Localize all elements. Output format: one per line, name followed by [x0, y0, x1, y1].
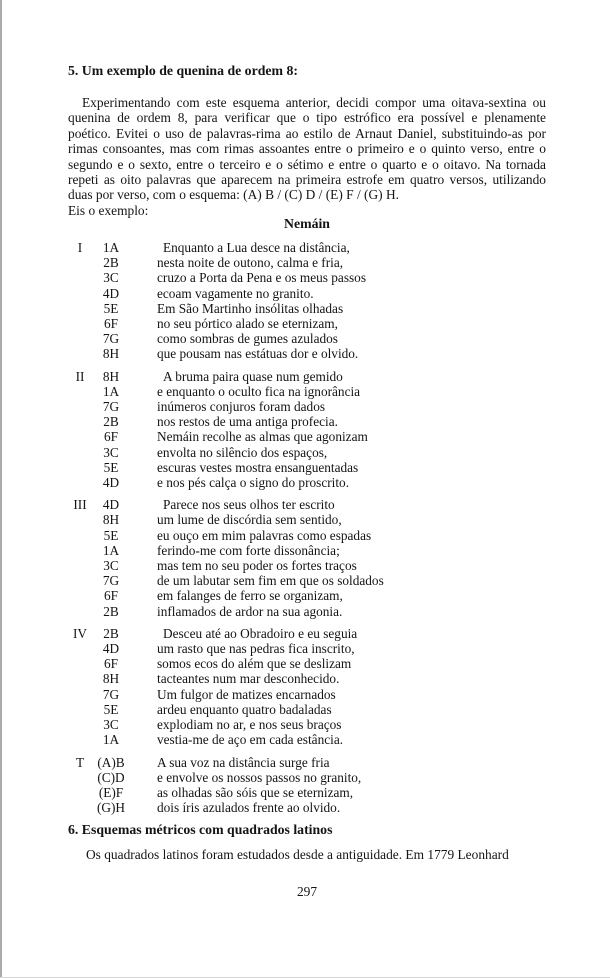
- verse-text: Parece nos seus olhos ter escrito: [163, 497, 335, 513]
- verse-label: 1A: [102, 542, 120, 558]
- verse-text: e nos pés calça o signo do proscrito.: [157, 475, 350, 491]
- stanza-numeral-empty: [68, 800, 92, 815]
- verse-label: 1A: [102, 732, 120, 748]
- stanza-4: [68, 626, 546, 748]
- verse-label: 3C: [103, 717, 119, 733]
- stanza-2: [68, 369, 546, 491]
- section6-paragraph: Os quadrados latinos foram estudados desde a antiguidade. Em 1779 Leonhard: [86, 847, 509, 862]
- example-intro: Eis o exemplo:: [68, 202, 149, 218]
- stanza-numeral-empty: [68, 656, 92, 671]
- verse-text: eu ouço em mim palavras como espadas: [157, 527, 372, 543]
- verse-row: [68, 732, 546, 747]
- verse-text: e enquanto o oculto fica na ignorância: [157, 383, 361, 399]
- verse-text: A sua voz na distância surge fria: [157, 754, 330, 770]
- verse-label: 2B: [103, 625, 119, 641]
- verse-row: [68, 512, 546, 527]
- verse-label: 7G: [102, 331, 120, 347]
- verse-row: [68, 588, 546, 603]
- stanza-numeral-empty: [68, 270, 92, 285]
- stanza-numeral-empty: [68, 331, 92, 346]
- verse-label: 3C: [103, 558, 119, 574]
- verse-row: [68, 785, 546, 800]
- verse-text: somos ecos do além que se deslizam: [157, 656, 352, 672]
- verse-label: 8H: [102, 512, 120, 528]
- verse-row: [68, 460, 546, 475]
- verse-row: [68, 671, 546, 686]
- verse-text: Nemáin recolhe as almas que agonizam: [157, 429, 368, 445]
- verse-row: [68, 702, 546, 717]
- stanza-numeral-empty: [68, 641, 92, 656]
- verse-text: mas tem no seu poder os fortes traços: [157, 558, 357, 574]
- verse-label: 6F: [103, 656, 119, 672]
- verse-text: que pousam nas estátuas dor e olvido.: [157, 346, 359, 362]
- stanza-3: [68, 497, 546, 619]
- verse-row: [68, 429, 546, 444]
- section6-heading: 6. Esquemas métricos com quadrados latinos: [68, 822, 333, 837]
- stanza-numeral-empty: [68, 512, 92, 527]
- stanza-numeral-empty: [68, 255, 92, 270]
- verse-row: [68, 286, 546, 301]
- verse-label: 5E: [103, 459, 119, 475]
- verse-label: 3C: [103, 270, 119, 286]
- verse-label: 8H: [102, 671, 120, 687]
- stanza-numeral: III: [73, 497, 87, 513]
- verse-row: [68, 626, 546, 641]
- verse-row: [68, 573, 546, 588]
- stanza-numeral-empty: [68, 702, 92, 717]
- verse-row: [68, 255, 546, 270]
- verse-label: 8H: [102, 368, 120, 384]
- verse-row: [68, 656, 546, 671]
- verse-row: [68, 240, 546, 255]
- verse-row: [68, 475, 546, 490]
- poem: [68, 240, 546, 822]
- verse-text: Enquanto a Lua desce na distância,: [163, 240, 350, 255]
- verse-row: [68, 301, 546, 316]
- verse-text: tacteantes num mar desconhecido.: [157, 671, 340, 687]
- stanza-numeral: T: [75, 754, 85, 770]
- verse-label: 6F: [103, 588, 119, 604]
- verse-row: [68, 414, 546, 429]
- verse-row: [68, 558, 546, 573]
- verse-text: ferindo-me com forte dissonância;: [157, 542, 340, 558]
- verse-label: (A)B: [97, 754, 125, 770]
- verse-label: (E)F: [98, 784, 124, 800]
- stanza-tornada: [68, 755, 546, 816]
- scan-edge-left: [0, 0, 2, 977]
- verse-text: vestia-me de aço em cada estância.: [157, 732, 344, 748]
- verse-row: [68, 770, 546, 785]
- verse-text: Um fulgor de matizes encarnados: [157, 686, 336, 702]
- verse-text: como sombras de gumes azulados: [157, 331, 338, 347]
- stanza-numeral-empty: [68, 460, 92, 475]
- verse-row: [68, 346, 546, 361]
- verse-label: 8H: [102, 346, 120, 362]
- verse-text: inúmeros conjuros foram dados: [157, 399, 326, 415]
- stanza-numeral-empty: [68, 286, 92, 301]
- stanza-numeral-empty: [68, 475, 92, 490]
- stanza-numeral-empty: [68, 445, 92, 460]
- stanza-numeral-empty: [68, 770, 92, 785]
- page-number: 297: [296, 884, 318, 899]
- verse-row: [68, 641, 546, 656]
- verse-text: explodiam no ar, e nos seus braços: [157, 717, 342, 733]
- stanza-numeral-empty: [68, 671, 92, 686]
- poem-title: Nemáin: [284, 216, 330, 231]
- verse-label: 6F: [103, 429, 119, 445]
- verse-text: e envolve os nossos passos no granito,: [157, 769, 362, 785]
- verse-label: 5E: [103, 701, 119, 717]
- stanza-numeral-empty: [68, 785, 92, 800]
- verse-label: 7G: [102, 573, 120, 589]
- verse-text: escuras vestes mostra ensanguentadas: [157, 459, 359, 475]
- verse-text: as olhadas são sóis que se eternizam,: [157, 784, 354, 800]
- verse-row: [68, 800, 546, 815]
- stanza-1: [68, 240, 546, 362]
- verse-label: 6F: [103, 316, 119, 332]
- stanza-numeral-empty: [68, 429, 92, 444]
- verse-label: 7G: [102, 686, 120, 702]
- section5-heading: 5. Um exemplo de quenina de ordem 8:: [68, 63, 298, 78]
- verse-text: nesta noite de outono, calma e fria,: [157, 255, 344, 271]
- verse-row: [68, 543, 546, 558]
- verse-text: um lume de discórdia sem sentido,: [157, 512, 342, 528]
- stanza-numeral-empty: [68, 687, 92, 702]
- stanza-numeral-empty: [68, 399, 92, 414]
- verse-label: 1A: [102, 240, 120, 255]
- verse-text: envolta no silêncio dos espaços,: [157, 444, 328, 460]
- stanza-numeral-empty: [68, 301, 92, 316]
- verse-row: [68, 604, 546, 619]
- verse-row: [68, 399, 546, 414]
- section5-paragraph-text: Experimentando com este esquema anterior, decidi compor uma oitava-sextina ou quenina de ordem 8, para verificar que o tipo estrófico era possível e plenamente poético. Evitei o uso de palavras-rima ao estilo de Arnaut Daniel, substituindo-as por rimas consoantes, mas com rimas assoantes entre o primeiro e o quinto verso, entre o segundo e o sexto, entre o terceiro e o sétimo e entre o quarto e o oitavo. Na tornada repeti as oito palavras que aparecem na primeira estrofe em quatro versos, utilizando duas por verso, com o esquema: (A) B / (C) D / (E) F / (G) H.: [68, 95, 546, 203]
- verse-text: cruzo a Porta da Pena e os meus passos: [157, 270, 367, 286]
- verse-label: 4D: [102, 641, 120, 657]
- stanza-numeral-empty: [68, 573, 92, 588]
- verse-text: Desceu até ao Obradoiro e eu seguia: [163, 625, 358, 641]
- stanza-numeral-empty: [68, 543, 92, 558]
- verse-text: no seu pórtico alado se eternizam,: [157, 316, 338, 332]
- section5-paragraph: [68, 95, 546, 218]
- verse-row: [68, 497, 546, 512]
- verse-label: (G)H: [96, 800, 126, 816]
- verse-label: 4D: [102, 475, 120, 491]
- verse-label: 3C: [103, 444, 119, 460]
- verse-row: [68, 270, 546, 285]
- stanza-numeral-empty: [68, 528, 92, 543]
- stanza-numeral-empty: [68, 588, 92, 603]
- verse-row: [68, 528, 546, 543]
- verse-text: Em São Martinho insólitas olhadas: [157, 300, 344, 316]
- stanza-numeral-empty: [68, 316, 92, 331]
- verse-text: dois íris azulados frente ao olvido.: [157, 800, 341, 816]
- verse-row: [68, 384, 546, 399]
- verse-label: 1A: [102, 383, 120, 399]
- verse-label: 4D: [102, 497, 120, 513]
- stanza-numeral: IV: [72, 625, 88, 641]
- verse-label: 2B: [103, 603, 119, 619]
- stanza-numeral-empty: [68, 414, 92, 429]
- verse-row: [68, 687, 546, 702]
- verse-text: um rasto que nas pedras fica inscrito,: [157, 641, 355, 657]
- verse-text: ecoam vagamente no granito.: [157, 285, 314, 301]
- verse-row: [68, 369, 546, 384]
- stanza-numeral-empty: [68, 346, 92, 361]
- verse-row: [68, 755, 546, 770]
- verse-label: 5E: [103, 527, 119, 543]
- stanza-numeral-empty: [68, 732, 92, 747]
- verse-row: [68, 717, 546, 732]
- verse-text: em falanges de ferro se organizam,: [157, 588, 343, 604]
- verse-text: ardeu enquanto quatro badaladas: [157, 701, 332, 717]
- verse-text: inflamados de ardor na sua agonia.: [157, 603, 343, 619]
- stanza-numeral-empty: [68, 604, 92, 619]
- verse-row: [68, 445, 546, 460]
- verse-text: de um labutar sem fim em que os soldados: [157, 573, 384, 589]
- verse-text: A bruma paira quase num gemido: [163, 368, 343, 384]
- verse-label: 5E: [103, 300, 119, 316]
- verse-row: [68, 316, 546, 331]
- verse-text: nos restos de uma antiga profecia.: [157, 414, 338, 430]
- verse-label: 2B: [103, 414, 119, 430]
- verse-label: 2B: [103, 255, 119, 271]
- stanza-numeral-empty: [68, 558, 92, 573]
- verse-label: 7G: [102, 399, 120, 415]
- verse-label: 4D: [102, 285, 120, 301]
- stanza-numeral-empty: [68, 384, 92, 399]
- stanza-numeral: I: [77, 240, 83, 255]
- stanza-numeral-empty: [68, 717, 92, 732]
- stanza-numeral: II: [75, 368, 85, 384]
- verse-row: [68, 331, 546, 346]
- verse-label: (C)D: [97, 769, 125, 785]
